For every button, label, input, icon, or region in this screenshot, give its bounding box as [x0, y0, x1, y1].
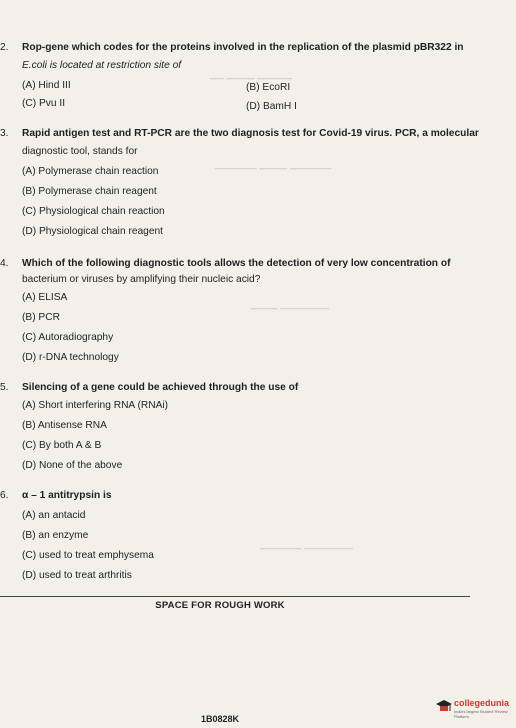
option-a[interactable]: (A) Polymerase chain reaction: [22, 166, 159, 177]
question-stem-line: Rop-gene which codes for the proteins involved in the replication of the plasmid pBR322 in: [22, 42, 464, 53]
option-b[interactable]: (B) PCR: [22, 312, 60, 323]
option-d[interactable]: (D) r-DNA technology: [22, 352, 119, 363]
bleed-through-text: ▁▁▁▁▁▁ ▁▁▁▁▁▁▁: [260, 540, 353, 550]
question-stem-line: α – 1 antitrypsin is: [22, 490, 112, 501]
option-c[interactable]: (C) Autoradiography: [22, 332, 114, 343]
question-number: 2.: [0, 42, 9, 53]
question-stem-line: E.coli is located at restriction site of: [22, 60, 182, 71]
question-number: 3.: [0, 128, 9, 139]
option-a[interactable]: (A) Hind III: [22, 80, 71, 91]
question-5: [0, 378, 492, 398]
question-stem-line: bacterium or viruses by amplifying their nucleic acid?: [22, 274, 261, 285]
option-c[interactable]: (C) By both A & B: [22, 440, 102, 451]
option-b[interactable]: (B) an enzyme: [22, 530, 89, 541]
option-b[interactable]: (B) Polymerase chain reagent: [22, 186, 157, 197]
question-number: 6.: [0, 490, 9, 501]
option-a[interactable]: (A) Short interfering RNA (RNAi): [22, 400, 169, 411]
question-stem-line: [22, 56, 181, 76]
option-a[interactable]: (A) an antacid: [22, 510, 86, 521]
option-a[interactable]: (A) ELISA: [22, 292, 68, 303]
option-d[interactable]: (D) BamH I: [246, 101, 297, 112]
option-b[interactable]: (B) EcoRI: [246, 82, 291, 93]
rough-work-heading: SPACE FOR ROUGH WORK: [155, 600, 285, 611]
booklet-code: 1B0828K: [200, 714, 240, 724]
question-3: [0, 124, 492, 144]
bleed-through-text: ▁▁▁▁ ▁▁▁▁▁▁▁: [250, 300, 329, 310]
question-stem-line: diagnostic tool, stands for: [22, 146, 138, 157]
bleed-through-text: ▁▁ ▁▁▁▁ ▁▁▁▁▁: [210, 70, 292, 80]
graduation-cap-icon: [436, 698, 452, 716]
question-6: [0, 486, 492, 506]
collegedunia-logo: [436, 696, 512, 720]
question-stem-line: Rapid antigen test and RT-PCR are the two diagnosis test for Covid-19 virus. PCR, a molecular: [22, 128, 479, 139]
logo-name: collegedunia: [454, 698, 510, 708]
option-c[interactable]: (C) Pvu II: [22, 98, 66, 109]
option-c[interactable]: (C) used to treat emphysema: [22, 550, 154, 561]
bleed-through-text: ▁▁▁▁▁▁ ▁▁▁▁ ▁▁▁▁▁▁: [215, 160, 332, 170]
option-c[interactable]: (C) Physiological chain reaction: [22, 206, 165, 217]
question-2: [0, 38, 492, 58]
rough-work-divider: [0, 596, 470, 597]
option-b[interactable]: (B) Antisense RNA: [22, 420, 107, 431]
question-stem-line: Which of the following diagnostic tools allows the detection of very low concentration of: [22, 258, 451, 269]
question-number: 5.: [0, 382, 9, 393]
question-stem-line: Silencing of a gene could be achieved through the use of: [22, 382, 299, 393]
option-d[interactable]: (D) None of the above: [22, 460, 123, 471]
option-d[interactable]: (D) Physiological chain reagent: [22, 226, 163, 237]
question-number: 4.: [0, 258, 9, 269]
option-d[interactable]: (D) used to treat arthritis: [22, 570, 132, 581]
logo-tagline: India's largest Student Review Platform: [454, 709, 508, 719]
